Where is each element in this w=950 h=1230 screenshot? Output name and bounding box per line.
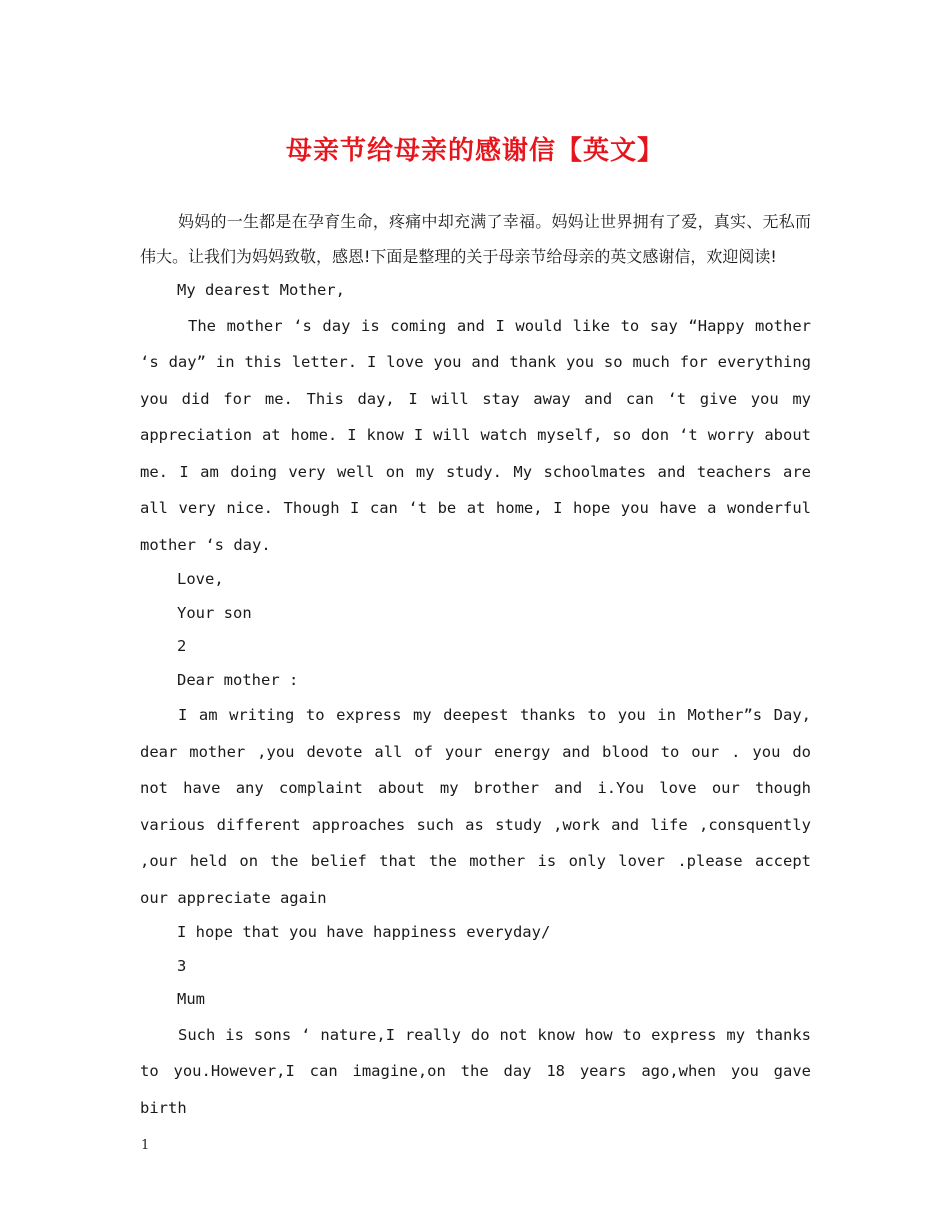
letter1-body: The mother ‘s day is coming and I would like to say “Happy mother ‘s day” in this letter. I love you and thank you so much for everything you did for me. This day, I will stay away and can ‘t give you my appreciation at home. I know I will watch myself, so don ‘t worry about me. I am doing very well on my study. My schoolmates and teachers are all very nice. Though I can ‘t be at home, I hope you have a wonderful mother ‘s day. bbox=[140, 316, 811, 554]
letter3-number: 3 bbox=[177, 956, 187, 975]
page-number: 1 bbox=[141, 1138, 150, 1153]
letter2-salutation: Dear mother : bbox=[177, 670, 299, 689]
letter3-body: Such is sons ‘ nature,I really do not know how to express my thanks to you.However,I can imagine,on the day 18 years ago,when you gave birth bbox=[140, 1025, 811, 1117]
letter1-closing: Love, bbox=[177, 570, 224, 588]
letter1-salutation: My dearest Mother, bbox=[177, 281, 345, 299]
document-title: 母亲节给母亲的感谢信【英文】 bbox=[285, 136, 664, 166]
letter1-signature: Your son bbox=[177, 603, 252, 622]
document-body bbox=[140, 204, 811, 1126]
letter2-number: 2 bbox=[177, 637, 187, 655]
letter2-body: I am writing to express my deepest thanks to you in Mother”s Day, dear mother ,you devote all of your energy and blood to our . you do not have any complaint about my brother and i.You love our though various different approaches such as study ,work and life ,consquently ,our held on the belief that the mother is only lover .please accept our appreciate again bbox=[140, 706, 811, 907]
letter3-salutation: Mum bbox=[177, 990, 205, 1008]
intro-paragraph: 妈妈的一生都是在孕育生命，疼痛中却充满了幸福。妈妈让世界拥有了爱，真实、无私而伟大。让我们为妈妈致敬，感恩!下面是整理的关于母亲节给母亲的英文感谢信，欢迎阅读! bbox=[140, 212, 811, 266]
letter2-closing: I hope that you have happiness everyday/ bbox=[177, 923, 551, 941]
